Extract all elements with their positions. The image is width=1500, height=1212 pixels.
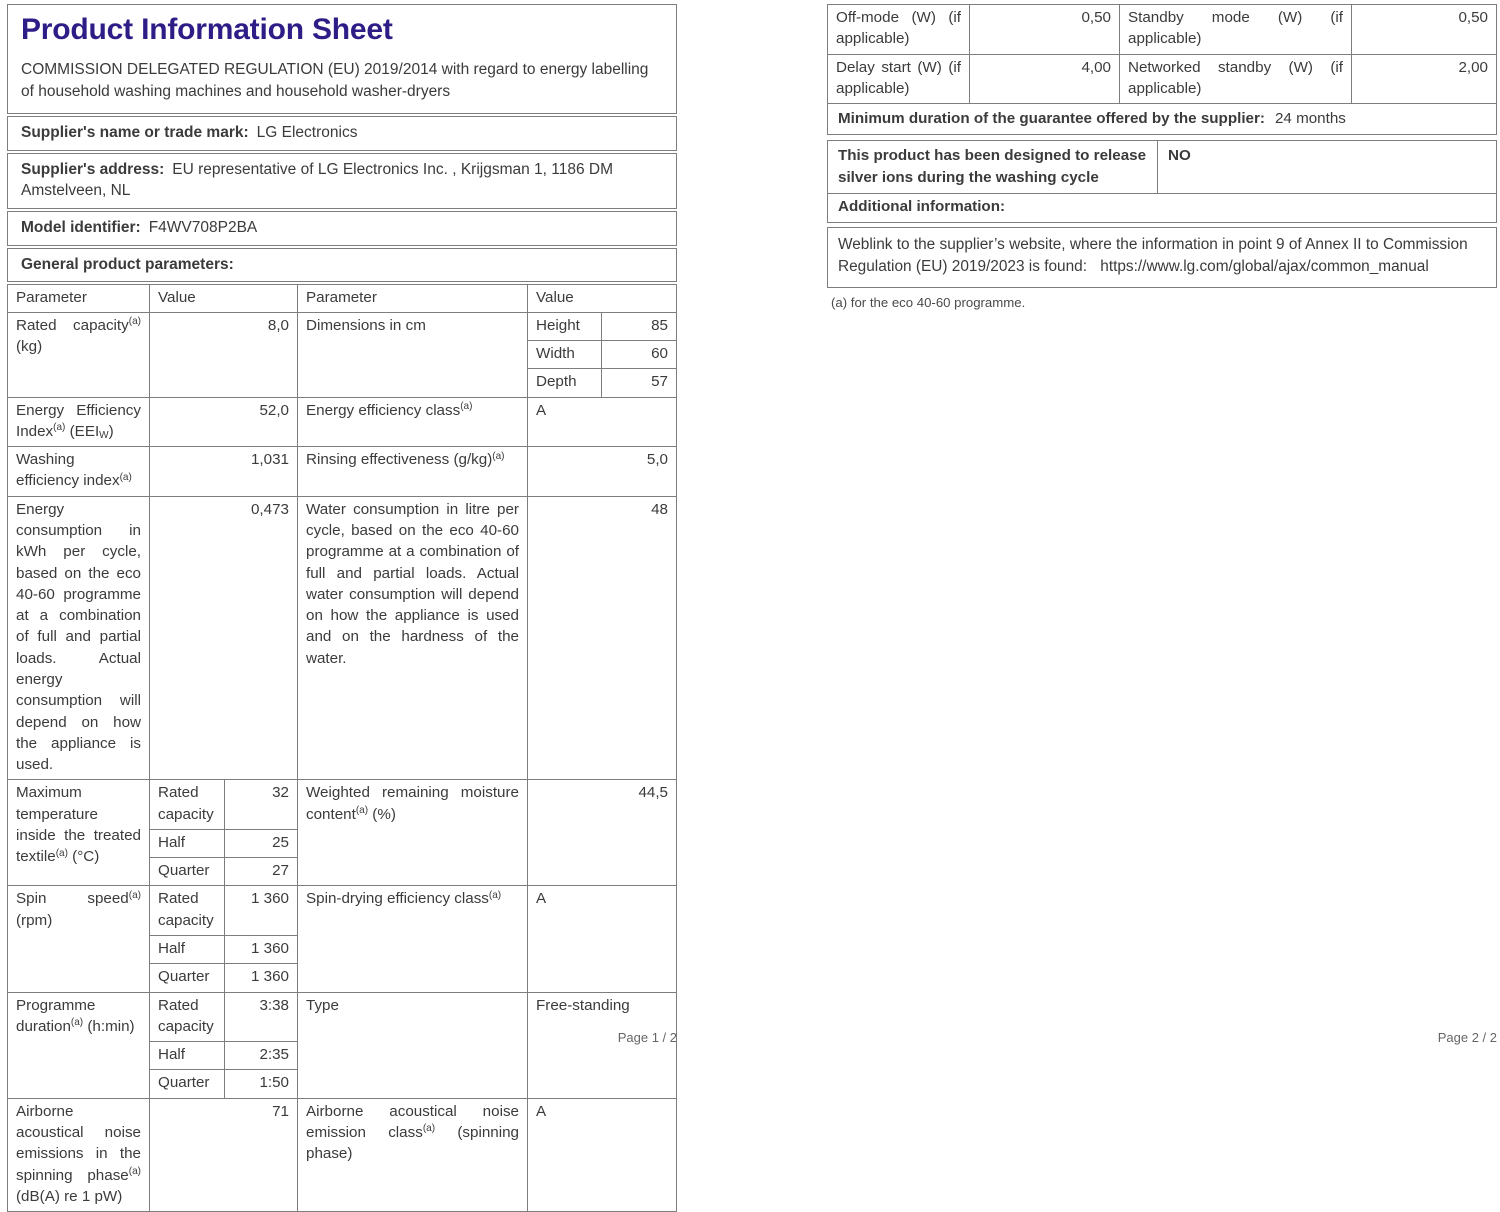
weblink-url: https://www.lg.com/global/ajax/common_manual [1100, 258, 1429, 276]
param-standby-mode: Standby mode (W) (if applicable) [1120, 5, 1352, 54]
table-row [8, 447, 676, 497]
col-header-parameter-2: Parameter [298, 285, 528, 311]
dimension-width-row: Width 60 [528, 341, 676, 369]
value-type: Free-standing [536, 996, 630, 1014]
weblink-row [827, 227, 1497, 288]
general-parameters-heading: General product parameters: [7, 248, 677, 283]
temp-half-row: Half 25 [150, 830, 297, 858]
guarantee-value: 24 months [1274, 110, 1346, 128]
param-energy-class: Energy efficiency class$^{(a)}$ [298, 398, 528, 447]
regulation-text: COMMISSION DELEGATED REGULATION (EU) 2019/2014 with regard to energy labelling of household washing machines and household washer-dryers [21, 61, 649, 100]
table-row [8, 1099, 676, 1211]
duration-rated-row: Rated capacity 3:38 [150, 993, 297, 1043]
value-delay-start: 4,00 [970, 55, 1120, 104]
duration-half-row: Half 2:35 [150, 1042, 297, 1070]
param-type: Type [298, 993, 528, 1098]
model-identifier-label: Model identifier: [21, 219, 141, 237]
duration-quarter-row: Quarter 1:50 [150, 1070, 297, 1097]
table-row [8, 993, 676, 1099]
value-programme-duration [150, 993, 298, 1098]
weblink-label: Weblink to the supplier’s website, where the information in point 9 of Annex II to Commission Regulation (EU) 2019/2023 is found: [838, 235, 1468, 276]
guarantee-label: Minimum duration of the guarantee offered by the supplier: [838, 110, 1265, 128]
silver-ions-row [828, 141, 1496, 194]
value-eei: 52,0 [150, 398, 298, 447]
supplier-name-value: LG Electronics [256, 124, 358, 141]
spin-half-row: Half 1 360 [150, 936, 297, 964]
dimension-depth-row: Depth 57 [528, 369, 676, 396]
table-header-row [8, 285, 676, 312]
value-spin-speed [150, 886, 298, 991]
supplier-name-row [7, 116, 677, 151]
spin-rated-row: Rated capacity 1 360 [150, 886, 297, 936]
spin-quarter-row: Quarter 1 360 [150, 964, 297, 991]
silver-ions-label: This product has been designed to release silver ions during the washing cycle [828, 141, 1158, 193]
additional-information-heading: Additional information: [838, 197, 1006, 215]
value-max-temperature [150, 780, 298, 885]
param-delay-start: Delay start (W) (if applicable) [828, 55, 970, 104]
power-modes-table [827, 4, 1497, 135]
value-energy-consumption: 0,473 [150, 497, 298, 780]
param-noise-emissions: Airborne acoustical noise emissions in the spinning phase$^{(a)}$ (dB(A) re 1 pW) [8, 1099, 150, 1211]
page-title: Product Information Sheet [21, 13, 393, 46]
supplier-address-row [7, 153, 677, 209]
guarantee-row [828, 104, 1496, 134]
dimension-height-row: Height 85 [528, 313, 676, 341]
param-eei: Energy Efficiency Index$^{(a)}$ $(EEI_W)$ [8, 398, 150, 447]
value-noise-class: A [536, 1102, 547, 1120]
silver-ions-value: NO [1168, 147, 1191, 165]
param-noise-class: Airborne acoustical noise emission class$^{(a)}$ (spinning phase) [298, 1099, 528, 1211]
value-energy-class: A [536, 401, 547, 419]
supplier-address-label: Supplier's address: [21, 160, 165, 178]
page-1-footer: Page 1 / 2 [617, 1030, 677, 1045]
param-moisture-content: Weighted remaining moisture content$^{(a)}$ (%) [298, 780, 528, 885]
silver-ions-block [827, 140, 1497, 223]
col-header-parameter-1: Parameter [8, 285, 150, 311]
param-max-temperature: Maximum temperature inside the treated textile$^{(a)}$ (°C) [8, 780, 150, 885]
param-rinsing: Rinsing effectiveness $(g/kg)^{(a)}$ [298, 447, 528, 496]
document-header [7, 4, 677, 114]
value-off-mode: 0,50 [970, 5, 1120, 54]
value-rinsing: 5,0 [646, 451, 668, 469]
value-dimensions [528, 313, 676, 397]
col-header-value-1: Value [150, 285, 298, 311]
footnote-eco-programme: (a) for the eco 40-60 programme. [831, 294, 1026, 310]
param-washing-index: Washing efficiency index$^{(a)}$ [8, 447, 150, 496]
value-rated-capacity: 8,0 [150, 313, 298, 397]
parameters-table [7, 284, 677, 1212]
temp-quarter-row: Quarter 27 [150, 858, 297, 885]
param-water-consumption: Water consumption in litre per cycle, based on the eco 40-60 programme at a combination of full and partial loads. Actual water consumption will depend on how the appliance is used and on the hardness of the water. [298, 497, 528, 780]
table-row [8, 497, 676, 781]
value-standby-mode: 0,50 [1458, 9, 1488, 26]
col-header-value-2: Value [536, 289, 574, 307]
param-energy-consumption: Energy consumption in kWh per cycle, based on the eco 40-60 programme at a combination of full and partial loads. Actual energy consumption will depend on how the appliance is used. [8, 497, 150, 780]
param-spin-speed: Spin speed$^{(a)}$ (rpm) [8, 886, 150, 991]
param-rated-capacity: Rated capacity$^{(a)}$ (kg) [8, 313, 150, 397]
table-row [828, 5, 1496, 55]
model-identifier-value: F4WV708P2BA [148, 219, 258, 237]
table-row [8, 886, 676, 992]
supplier-address-value: EU representative of LG Electronics Inc. , Krijgsman 1, 1186 DM Amstelveen, NL [21, 160, 614, 200]
param-networked-standby: Networked standby (W) (if applicable) [1120, 55, 1352, 104]
model-identifier-row [7, 211, 677, 246]
value-noise-emissions: 71 [150, 1099, 298, 1211]
value-spin-class: A [536, 890, 547, 908]
value-washing-index: 1,031 [150, 447, 298, 496]
temp-rated-row: Rated capacity 32 [150, 780, 297, 830]
param-spin-class: Spin-drying efficiency class$^{(a)}$ [298, 886, 528, 991]
param-programme-duration: Programme duration$^{(a)}$ (h:min) [8, 993, 150, 1098]
value-networked-standby: 2,00 [1458, 58, 1488, 76]
value-moisture-content: 44,5 [638, 784, 668, 802]
param-off-mode: Off-mode (W) (if applicable) [828, 5, 970, 54]
page-2-footer: Page 2 / 2 [1437, 1030, 1497, 1045]
table-row [8, 780, 676, 886]
supplier-name-label: Supplier's name or trade mark: [21, 124, 249, 141]
table-row [8, 398, 676, 448]
table-row [8, 313, 676, 398]
page-2 [827, 4, 1497, 310]
table-row [828, 55, 1496, 105]
param-dimensions: Dimensions in cm [298, 313, 528, 397]
value-water-consumption: 48 [651, 500, 668, 518]
